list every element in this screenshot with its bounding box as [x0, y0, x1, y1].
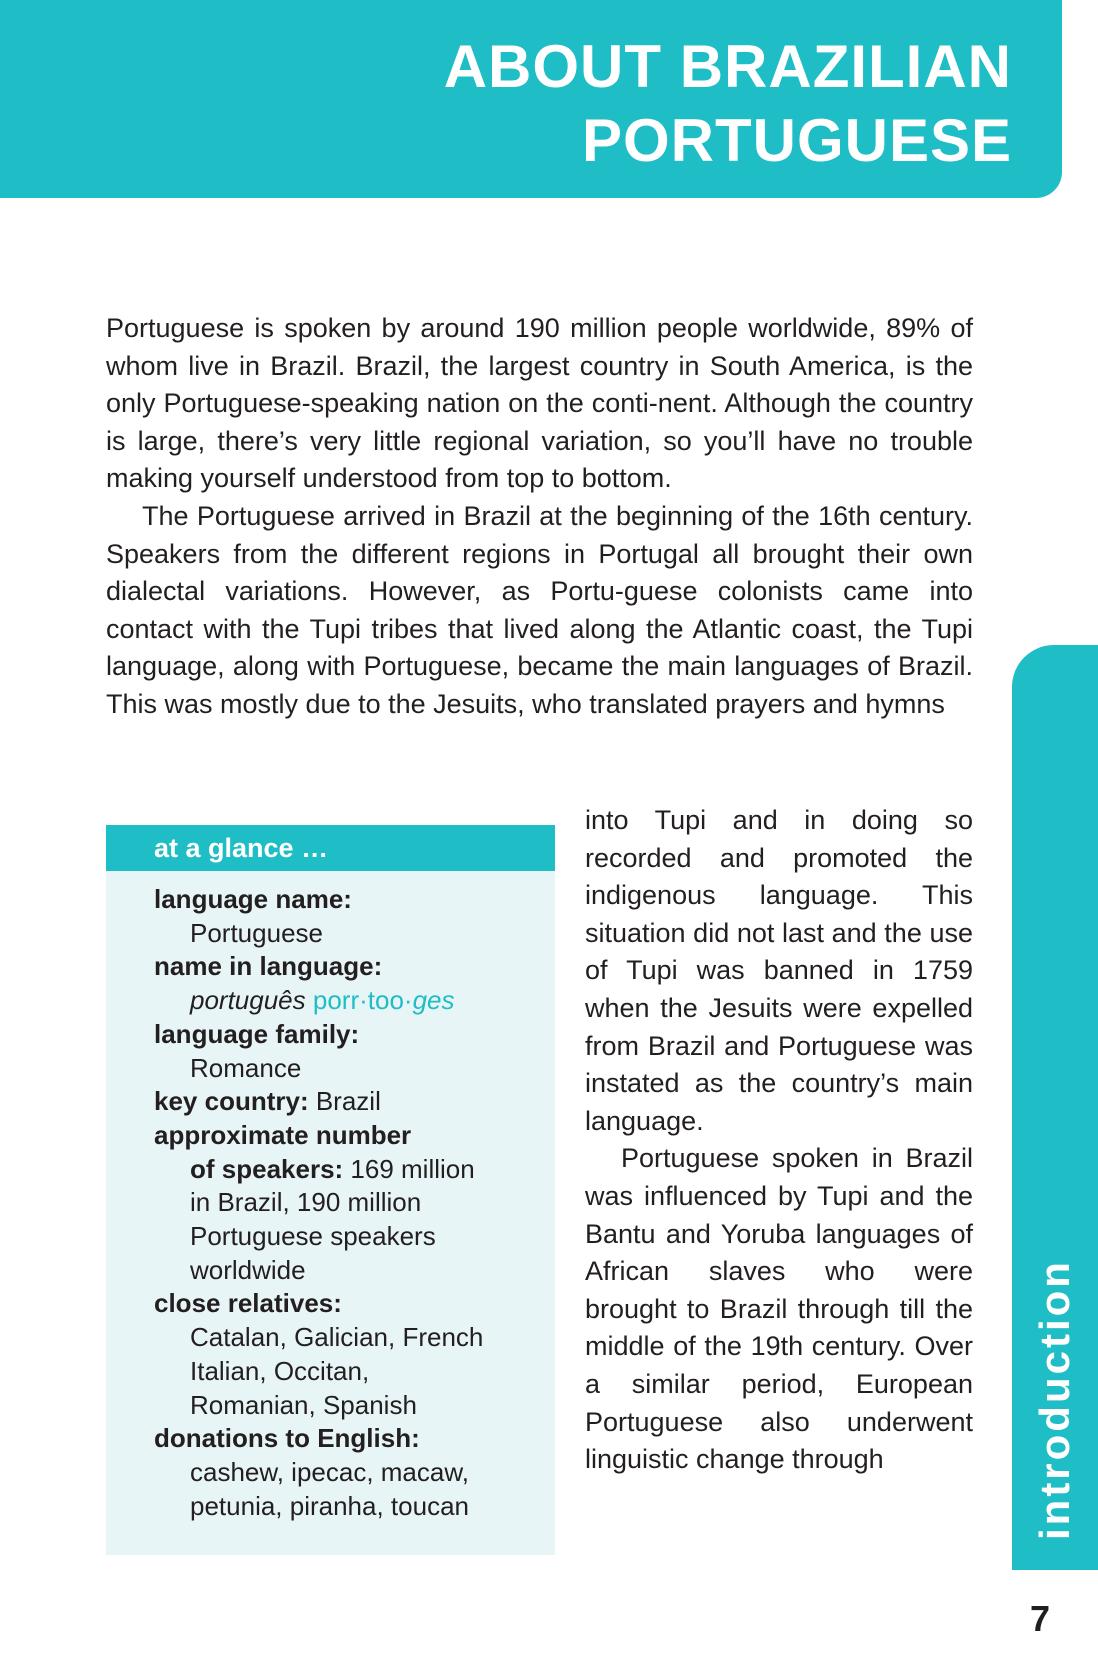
pronunciation-guide	[313, 985, 455, 1015]
chapter-title	[444, 30, 1012, 178]
name-in-language-label: name in language:	[154, 951, 383, 982]
key-country-value: Brazil	[315, 1086, 381, 1117]
pronunciation-stressed: ges	[412, 985, 455, 1016]
intro-text	[106, 310, 973, 724]
close-relatives-value	[154, 1321, 555, 1422]
page-number: 7	[1030, 1598, 1051, 1639]
language-name-entry	[154, 883, 555, 950]
speakers-value-line-2: in Brazil, 190 million	[190, 1187, 422, 1218]
paragraph-3: Portuguese spoken in Brazil was influenced by Tupi and the Bantu and Yoruba languages of African slaves who were brought to Brazil through till the middle of the 19th century. Over a similar period, European Portuguese also underwent linguistic change through	[585, 1143, 973, 1475]
key-country-label: key country:	[154, 1086, 309, 1117]
at-a-glance-heading: at a glance …	[106, 825, 555, 871]
donations-line-2: petunia, piranha, toucan	[190, 1490, 469, 1521]
donations-entry	[154, 1422, 555, 1523]
speakers-label-line-1: approximate number	[154, 1119, 412, 1150]
chapter-title-line-2: PORTUGUESE	[581, 107, 1012, 174]
speakers-value-line-3: Portuguese speakers	[190, 1221, 436, 1252]
language-name-label: language name:	[154, 884, 352, 914]
at-a-glance-box	[106, 825, 555, 1555]
paragraph-2: The Portuguese arrived in Brazil at the beginning of the 16th century. Speakers from the different regions in Portugal all brought their own dialectal variations. However, as Portu-guese colonists came into contact with the Tupi tribes that lived along the Atlantic coast, the Tupi language, along with Portuguese, became the main languages of Brazil. This was mostly due to the Jesuits, who translated prayers and hymns	[106, 500, 973, 719]
close-relatives-line-2: Italian, Occitan,	[190, 1355, 370, 1386]
at-a-glance-list	[106, 871, 555, 1523]
name-in-language-entry	[154, 950, 555, 1017]
donations-value	[154, 1456, 555, 1523]
portuguese-word: português	[190, 985, 306, 1016]
speakers-value	[154, 1153, 555, 1288]
language-family-value: Romance	[190, 1052, 302, 1083]
speakers-label-line-2: of speakers:	[190, 1153, 344, 1184]
chapter-title-line-1: ABOUT BRAZILIAN	[443, 33, 1012, 100]
key-country-entry	[154, 1085, 555, 1119]
side-column-text	[585, 802, 973, 1479]
paragraph-1: Portuguese is spoken by around 190 million people worldwide, 89% of whom live in Brazil. Brazil, the largest country in South America, is the only Portuguese-speaking nation on the conti-nent. Although the country is large, there’s very little regional variation, so you’ll have no trouble making yourself understood from top to bottom.	[106, 313, 973, 494]
speakers-entry	[154, 1119, 555, 1288]
donations-line-1: cashew, ipecac, macaw,	[190, 1456, 469, 1487]
language-family-label: language family:	[154, 1018, 360, 1049]
close-relatives-label: close relatives:	[154, 1288, 342, 1319]
close-relatives-line-1: Catalan, Galician, French	[190, 1322, 484, 1353]
speakers-value-line-1: 169 million	[350, 1153, 475, 1184]
name-in-language-value	[154, 984, 555, 1018]
section-tab	[1012, 645, 1098, 1570]
paragraph-2-continued: into Tupi and in doing so recorded and promoted the indigenous language. This situation did not last and the use of Tupi was banned in 1759 when the Jesuits were expelled from Brazil and Portuguese was instated as the country’s main language.	[585, 805, 973, 1136]
section-tab-label: introduction	[1031, 1259, 1078, 1540]
language-name-value: Portuguese	[190, 917, 323, 948]
pronunciation-unstressed: porr·too·	[312, 985, 413, 1016]
chapter-header	[0, 0, 1062, 198]
donations-label: donations to English:	[154, 1423, 420, 1454]
close-relatives-line-3: Romanian, Spanish	[190, 1389, 417, 1420]
speakers-value-line-4: worldwide	[190, 1254, 306, 1285]
close-relatives-entry	[154, 1287, 555, 1422]
language-family-entry	[154, 1018, 555, 1085]
